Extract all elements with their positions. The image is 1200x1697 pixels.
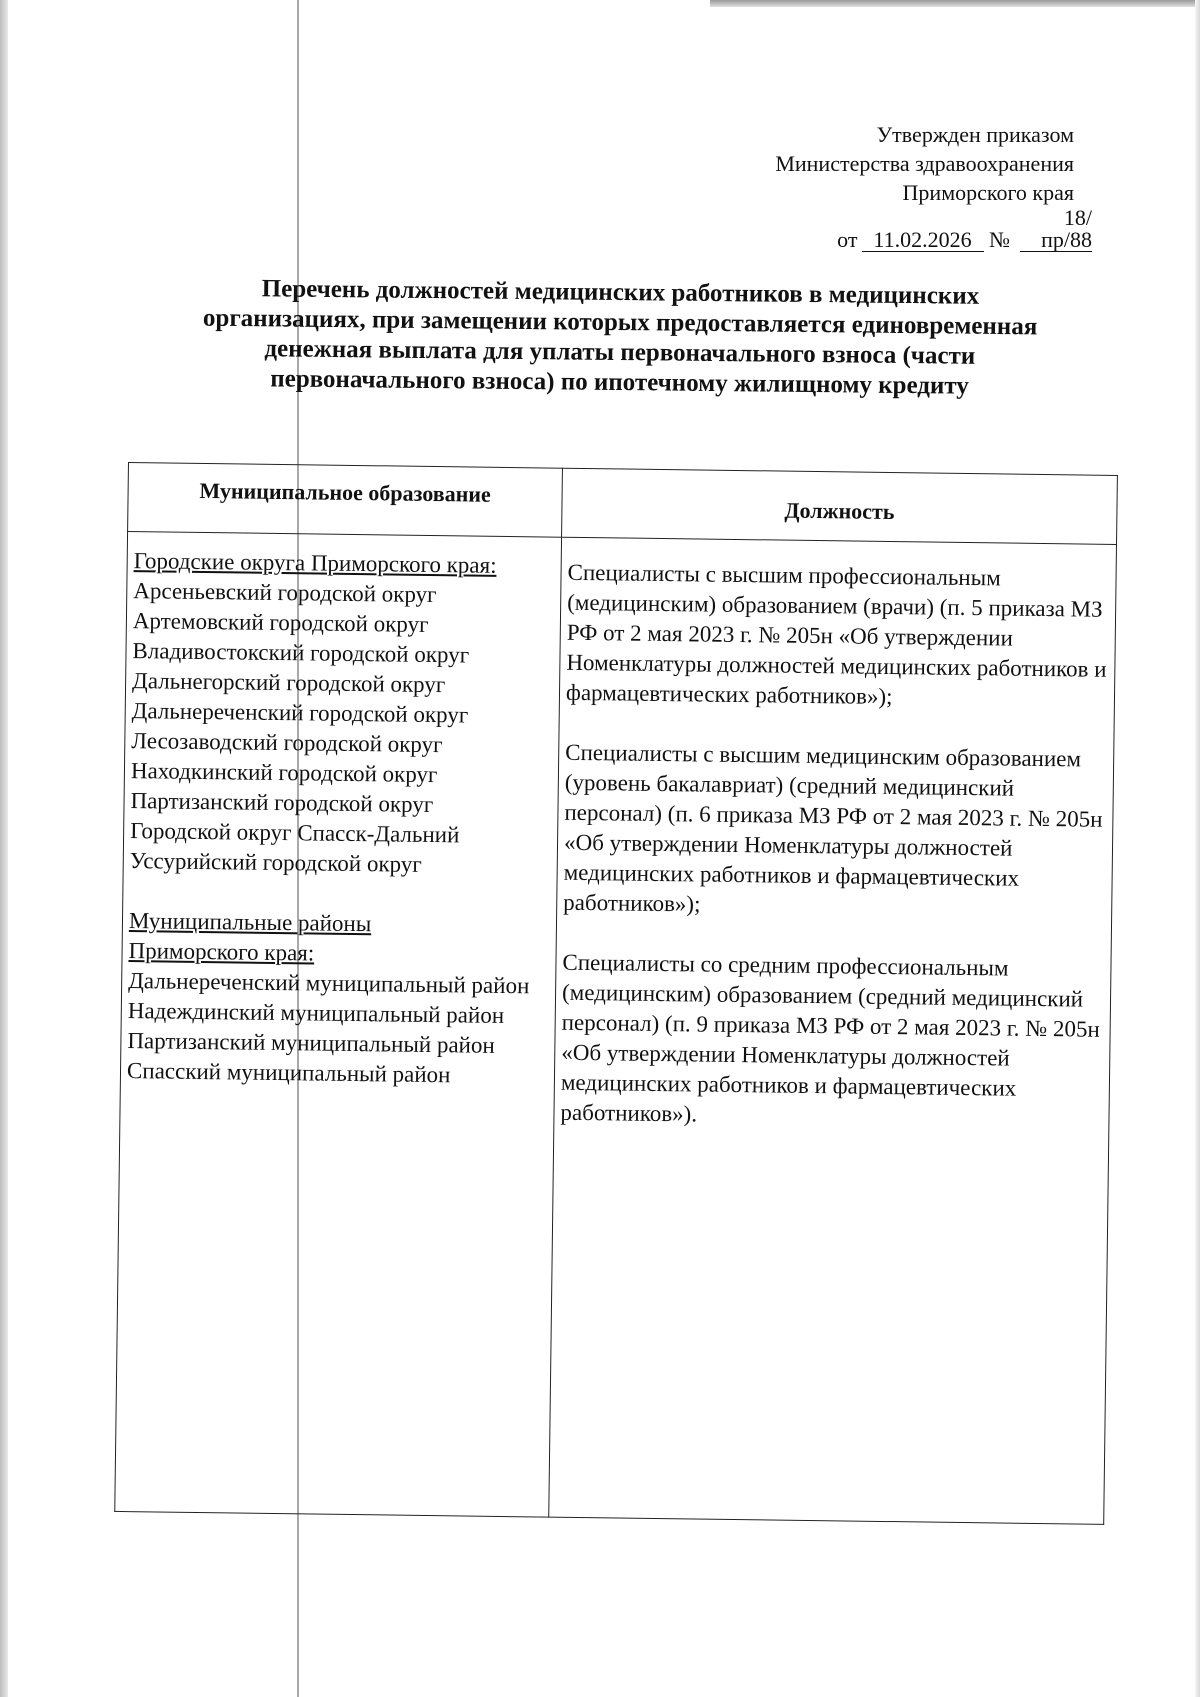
title-line-4: первоначального взноса) по ипотечному жилищному кредиту	[270, 365, 969, 400]
header-position	[562, 468, 1118, 544]
list-item: Спасский муниципальный район	[126, 1058, 451, 1088]
approval-date: 11.02.2026	[862, 229, 984, 252]
approval-stamp	[775, 120, 1092, 254]
position-paragraph-1: Специалисты с высшим профессиональным (медицинским) образованием (врачи) (п. 5 приказа МЗ РФ от 2 мая 2023 г. № 205н «Об утверждении Номенклатуры должностей медицинских работников и фармацевтических работников»);	[565, 559, 1107, 710]
urban-districts-list	[130, 576, 555, 881]
header-municipality	[128, 463, 563, 538]
urban-districts-heading: Городские округа Приморского края:	[133, 548, 497, 578]
list-item: Владивостокский городской округ	[132, 638, 470, 668]
table-row	[115, 532, 1117, 1525]
approval-number-label: №	[989, 227, 1010, 252]
list-item: Дальнереченский муниципальный район	[128, 968, 530, 999]
header-municipality-label: Муниципальное образование	[199, 477, 491, 507]
approval-number: 18/пр/88	[1020, 207, 1092, 252]
list-item: Надеждинский муниципальный район	[127, 998, 505, 1028]
list-item: Лесозаводский городской округ	[131, 728, 443, 758]
table-header-row	[128, 463, 1118, 545]
approval-from-label: от	[837, 227, 858, 252]
municipal-districts-list	[127, 966, 550, 1092]
list-item: Партизанский муниципальный район	[127, 1028, 495, 1058]
list-item: Городской округ Спасск-Дальний	[130, 818, 460, 848]
position-paragraph-3: Специалисты со средним профессиональным (медицинским) образованием (средний медицинский персонал) (п. 9 приказа МЗ РФ от 2 мая 2023 г. № 205н «Об утверждении Номенклатуры должностей медицинских работников и фармацевтических работников»).	[560, 949, 1100, 1127]
list-item: Дальнереченский городской округ	[131, 698, 469, 728]
position-paragraph-2: Специалисты с высшим медицинским образованием (уровень бакалавриат) (средний медицинский персонал) (п. 6 приказа МЗ РФ от 2 мая 2023 г. № 205н «Об утверждении Номенклатуры должностей медицинских работников и фармацевтических работников»);	[563, 739, 1103, 917]
list-item: Дальнегорский городской округ	[131, 668, 446, 698]
list-item: Арсеньевский городской округ	[133, 578, 437, 608]
list-item: Артемовский городской округ	[132, 608, 429, 637]
list-item: Находкинский городской округ	[130, 758, 438, 788]
scan-edge-left	[0, 0, 8, 1697]
title-line-1: Перечень должностей медицинских работников в медицинских	[261, 275, 980, 310]
scan-edge-top	[710, 0, 1200, 7]
approval-line-1: Утвержден приказом	[876, 122, 1074, 147]
approval-order-line	[775, 207, 1092, 254]
document-title	[139, 273, 1100, 403]
municipal-districts-heading-2: Приморского края:	[128, 938, 315, 966]
title-line-2: организациях, при замещении которых предоставляется единовременная	[202, 304, 1038, 341]
position-cell	[549, 537, 1117, 1524]
header-position-label: Должность	[784, 497, 895, 525]
scan-edge-right	[1195, 0, 1200, 1697]
list-item: Уссурийский городской округ	[129, 848, 422, 877]
positions-table-wrap	[114, 462, 1118, 1525]
list-item: Партизанский городской округ	[130, 788, 434, 818]
municipal-districts-heading-1: Муниципальные районы	[128, 908, 372, 937]
title-line-3: денежная выплата для уплаты первоначального взноса (части	[264, 335, 976, 370]
positions-table	[114, 462, 1118, 1525]
approval-line-2: Министерства здравоохранения	[775, 151, 1074, 176]
approval-line-3: Приморского края	[902, 180, 1074, 205]
municipality-cell	[115, 532, 562, 1518]
